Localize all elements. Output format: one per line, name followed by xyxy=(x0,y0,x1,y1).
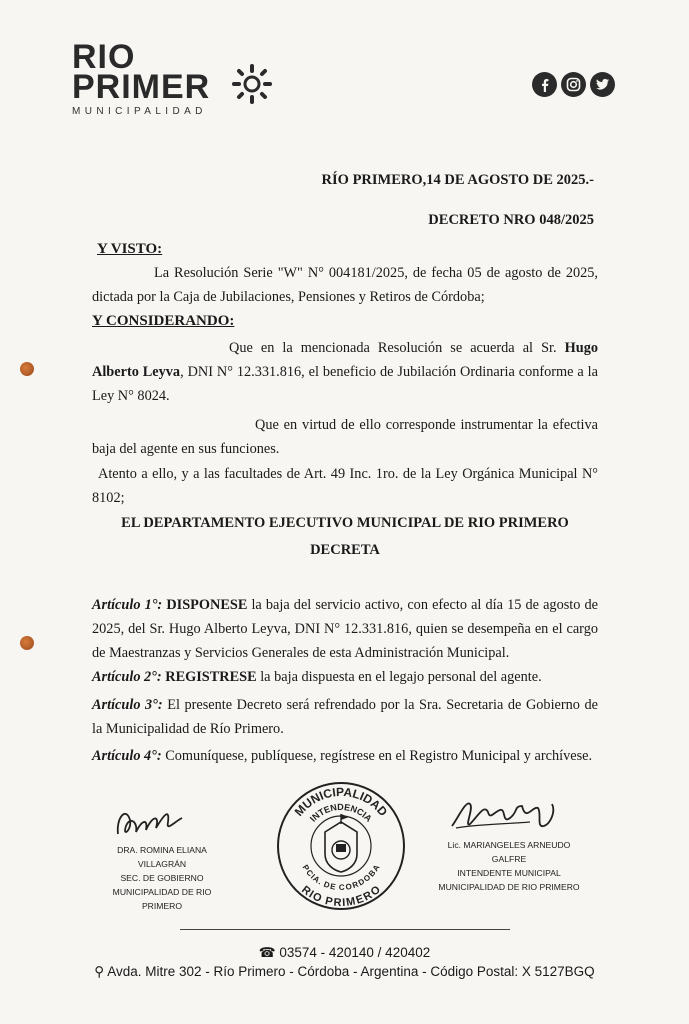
right-signer-name: Lic. MARIANGELES ARNEUDO GALFRE xyxy=(447,840,571,864)
municipal-seal xyxy=(275,780,407,912)
footer-divider xyxy=(180,929,510,930)
article-3-text: El presente Decreto será refrendado por la Sra. Secretaria de Gobierno de la Municipalidad de Río Primero. xyxy=(92,697,598,737)
left-signer-org: MUNICIPALIDAD DE RIO PRIMERO xyxy=(112,887,212,911)
considerando-paragraph-2: Que en virtud de ello corresponde instrumentar la efectiva baja del agente en sus funciones. xyxy=(92,417,598,457)
considerando-heading: Y CONSIDERANDO: xyxy=(92,313,235,329)
decreta-heading: DECRETA xyxy=(310,542,380,558)
left-signature-scribble xyxy=(112,798,192,844)
right-signature-scribble xyxy=(448,794,560,838)
article-2 xyxy=(92,666,598,690)
article-3 xyxy=(92,694,598,742)
twitter-icon xyxy=(590,72,615,97)
article-4 xyxy=(92,745,598,769)
visto-heading: Y VISTO: xyxy=(97,241,163,257)
visto-paragraph: La Resolución Serie "W" N° 004181/2025, de fecha 05 de agosto de 2025, dictada por la Caja de Jubilaciones, Pensiones y Retiros de Córdoba; xyxy=(92,265,598,305)
footer-address xyxy=(0,964,689,980)
right-signer-title: INTENDENTE MUNICIPAL xyxy=(457,868,561,878)
decree-number: DECRETO NRO 048/2025 xyxy=(428,212,594,228)
location-pin-icon: ⚲ xyxy=(94,964,108,979)
department-title: EL DEPARTAMENTO EJECUTIVO MUNICIPAL DE RIO PRIMERO xyxy=(121,515,569,531)
logo-subtitle: MUNICIPALIDAD xyxy=(72,106,207,117)
left-signer-title: SEC. DE GOBIERNO xyxy=(120,873,204,883)
p1-text-before: Que en la mencionada Resolución se acuerda al Sr. xyxy=(229,340,565,356)
p1-text-after: , DNI N° 12.331.816, el beneficio de Jubilación Ordinaria conforme a la Ley N° 8024. xyxy=(92,363,599,404)
footer-phone xyxy=(0,945,689,961)
social-icons xyxy=(532,72,615,97)
considerando-paragraph-1 xyxy=(92,337,598,408)
article-2-keyword: REGISTRESE xyxy=(165,669,257,685)
facebook-icon xyxy=(532,72,557,97)
article-1-keyword: DISPONESE xyxy=(166,597,248,613)
punch-hole-top xyxy=(20,362,34,376)
article-4-text: Comuníquese, publíquese, regístrese en el Registro Municipal y archívese. xyxy=(161,748,593,764)
municipality-logo xyxy=(72,38,272,117)
article-4-label: Artículo 4°: xyxy=(92,748,162,764)
article-1 xyxy=(92,594,598,665)
logo-text-line1: RIO xyxy=(72,38,136,76)
beneficiary-name: Hugo Alberto Leyva xyxy=(92,340,598,380)
phone-icon: ☎ xyxy=(258,945,280,960)
article-1-text: la baja del servicio activo, con efecto al día 15 de agosto de 2025, del Sr. Hugo Alberto Leyva, DNI N° 12.331.816, quien se desempeña en el cargo de Maestranzas y Servicios Generales de esta Administración Municipal. xyxy=(92,597,598,661)
logo-text-line2: PRIMER xyxy=(72,68,211,106)
punch-hole-bottom xyxy=(20,636,34,650)
left-signature-block xyxy=(96,843,228,913)
article-2-text: la baja dispuesta en el legajo personal del agente. xyxy=(256,669,542,685)
right-signature-block xyxy=(436,838,582,894)
article-2-label: Artículo 2°: xyxy=(92,669,162,685)
right-signer-org: MUNICIPALIDAD DE RIO PRIMERO xyxy=(438,882,580,892)
seal-middle-text: INTENDENCIA xyxy=(307,801,374,824)
article-3-label: Artículo 3°: xyxy=(92,697,163,713)
sun-icon xyxy=(230,62,274,106)
seal-top-text: MUNICIPALIDAD xyxy=(291,784,391,819)
article-1-label: Artículo 1°: xyxy=(92,597,163,613)
left-signer-name: DRA. ROMINA ELIANA VILLAGRÁN xyxy=(117,845,207,869)
seal-bottom-text-2: RIO PRIMERO xyxy=(299,883,383,910)
phone-number: 03574 - 420140 / 420402 xyxy=(279,945,431,960)
date-line: RÍO PRIMERO,14 DE AGOSTO DE 2025.- xyxy=(321,172,594,188)
instagram-icon xyxy=(561,72,586,97)
considerando-paragraph-3: Atento a ello, y a las facultades de Art. 49 Inc. 1ro. de la Ley Orgánica Municipal N° 8102; xyxy=(92,466,598,506)
seal-bottom-text-1: PCIA. DE CORDOBA xyxy=(300,863,382,893)
address-text: Avda. Mitre 302 - Río Primero - Córdoba - Argentina - Código Postal: X 5127BGQ xyxy=(107,964,595,979)
